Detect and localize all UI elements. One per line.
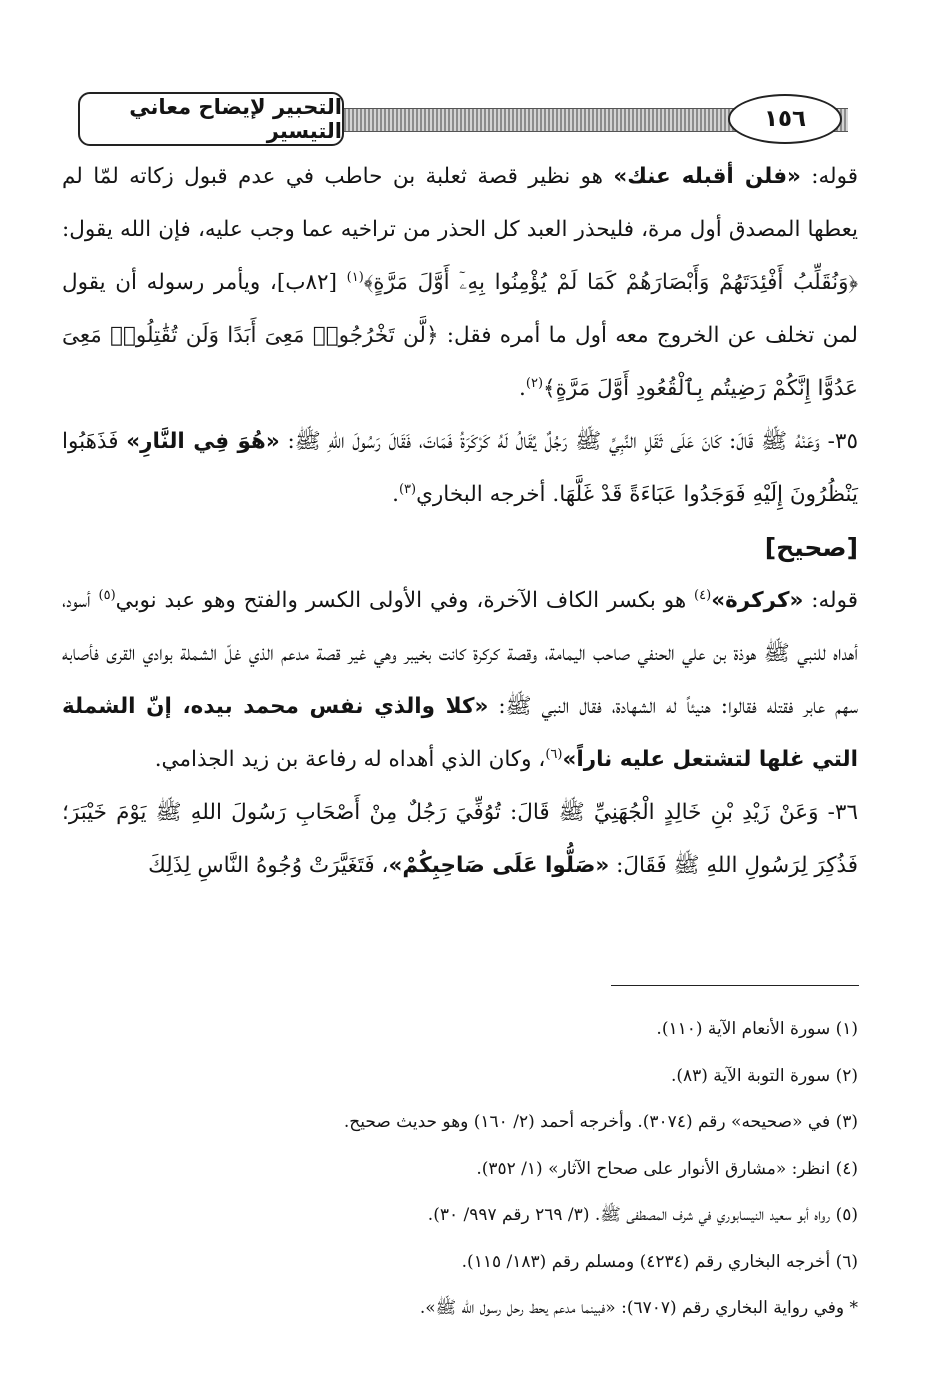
hadith-35: [62, 415, 858, 521]
footnote-divider: [611, 985, 859, 986]
prophet-quote: «صَلُّوا عَلَى صَاحِبِكُمْ»: [388, 853, 610, 878]
footnote-ref[interactable]: (٣): [398, 481, 417, 497]
footnote-star: * وفي رواية البخاري رقم (٦٧٠٧): «فبينما مدعم يحط رحل رسول الله ﷺ».: [419, 1298, 858, 1318]
text-run: [٨٢ب]، ويأمر رسوله أن يقول لمن تخلف عن الخروج معه أول ما أمره فقل:: [62, 270, 858, 348]
quran-verse: ﴿لَّن تَخْرُجُوا۟ مَعِىَ أَبَدًا وَلَن تُقَٰتِلُوا۟ مَعِىَ عَدُوًّا إِنَّكُمْ رَضِيتُم بِٱلْقُعُودِ أَوَّلَ مَرَّةٍ﴾: [62, 323, 858, 401]
quran-verse: ﴿وَنُقَلِّبُ أَفْئِدَتَهُمْ وَأَبْصَارَهُمْ كَمَا لَمْ يُؤْمِنُوا بِهِۦٓ أَوَّلَ مَرَّةٍ﴾: [363, 270, 858, 295]
hadith-text: ٣٥- وَعَنْهُ ﷺ قَالَ: كَانَ عَلَى ثَقَلِ النَّبِيِّ ﷺ رَجُلٌ يُقَالُ لَهُ كَرْكَرَةُ فَمَاتَ، فَقَالَ رَسُولَ اللهِ ﷺ:: [279, 429, 858, 454]
grading-label: [صحيح]: [764, 533, 858, 562]
footnote-5: (٥) رواه أبو سعيد النيسابوري في شرف المصطفى ﷺ. (٣/ ٢٦٩ رقم ٩٩٧/ ٣٠).: [427, 1205, 858, 1225]
page-header: [78, 86, 858, 148]
text-run: ، وكان الذي أهداه له رفاعة بن زيد الجذامي.: [154, 747, 546, 772]
running-title: التحبير لإيضاح معاني التيسير: [78, 92, 344, 146]
text-run: هو نظير قصة ثعلبة بن حاطب في عدم قبول زكاته لمّا لم يعطها المصدق أول مرة، فليحذر العبد كل الحذر من تراخيه عما وجب عليه، فإن الله يقول:: [62, 164, 858, 242]
hadith-36: [62, 786, 858, 892]
hadith-text: ٣٦- وَعَنْ زَيْدِ بْنِ خَالِدٍ الْجُهَنِيِّ ﷺ قَالَ: تُوُفِّيَ رَجُلٌ مِنْ أَصْحَابِ رَسُولَ اللهِ ﷺ يَوْمَ خَيْبَرَ؛ فَذُكِرَ لِرَسُولِ اللهِ ﷺ فَقَالَ:: [62, 800, 858, 878]
footnote-ref[interactable]: (١): [346, 269, 364, 285]
text-run: هو بكسر الكاف الآخرة، وفي الأولى الكسر والفتح وهو عبد نوبي: [115, 588, 695, 613]
footnote-ref[interactable]: (٢): [525, 375, 544, 391]
quoted-phrase: «فلن أقبله عنك»: [613, 164, 801, 189]
quoted-phrase: «كركرة»: [711, 588, 804, 613]
footnote-ref[interactable]: (٤): [694, 587, 712, 603]
prophet-quote: «كلا والذي نفس محمد بيده، إنّ الشملة التي غلها لتشتعل عليه ناراً»: [62, 694, 858, 772]
footnote-1: (١) سورة الأنعام الآية (١١٠).: [656, 1019, 858, 1039]
commentary-paragraph-1: [62, 150, 858, 415]
text-run: .: [519, 376, 526, 401]
hadith-text: فَذَهَبُوا يَنْظُرُونَ إِلَيْهِ فَوَجَدُوا عَبَاءَةً قَدْ غَلَّهَا. أخرجه البخاري: [62, 429, 858, 507]
commentary-paragraph-2: [62, 574, 858, 786]
footnotes: [62, 1006, 858, 1332]
text-run: قوله:: [800, 164, 858, 189]
footnote-ref[interactable]: (٦): [545, 746, 563, 762]
text-run: قوله:: [803, 588, 858, 613]
page-number: ١٥٦: [728, 94, 842, 144]
footnote-4: (٤) انظر: «مشارق الأنوار على صحاح الآثار» (١/ ٣٥٢).: [476, 1158, 858, 1179]
text-run: .: [392, 482, 399, 507]
footnote-6: (٦) أخرجه البخاري رقم (٤٢٣٤) ومسلم رقم (١٨٣/ ١١٥).: [461, 1251, 858, 1272]
footnote-ref[interactable]: (٥): [98, 587, 116, 603]
footnote-2: (٢) سورة التوبة الآية (٨٣).: [670, 1065, 858, 1086]
text-run: أسود، أهداه للنبي ﷺ هوذة بن علي الحنفي صاحب اليمامة، وقصة كركرة كانت بخيبر وهي غير قصة مدعم الذي غلّ الشملة بوادي القرى فأصابه سهم عابر فقتله فقالوا: هنيئاً له الشهادة، فقال النبي ﷺ:: [62, 588, 858, 719]
footnote-3: (٣) في «صحيحه» رقم (٣٠٧٤). وأخرجه أحمد (٢/ ١٦٠) وهو حديث صحيح.: [343, 1112, 858, 1132]
prophet-quote: «هُوَ فِي النَّارِ»: [126, 429, 280, 454]
hadith-text: ، فَتَغَيَّرَتْ وُجُوهُ النَّاسِ لِذَلِكَ: [148, 853, 389, 878]
main-text: [62, 150, 858, 892]
